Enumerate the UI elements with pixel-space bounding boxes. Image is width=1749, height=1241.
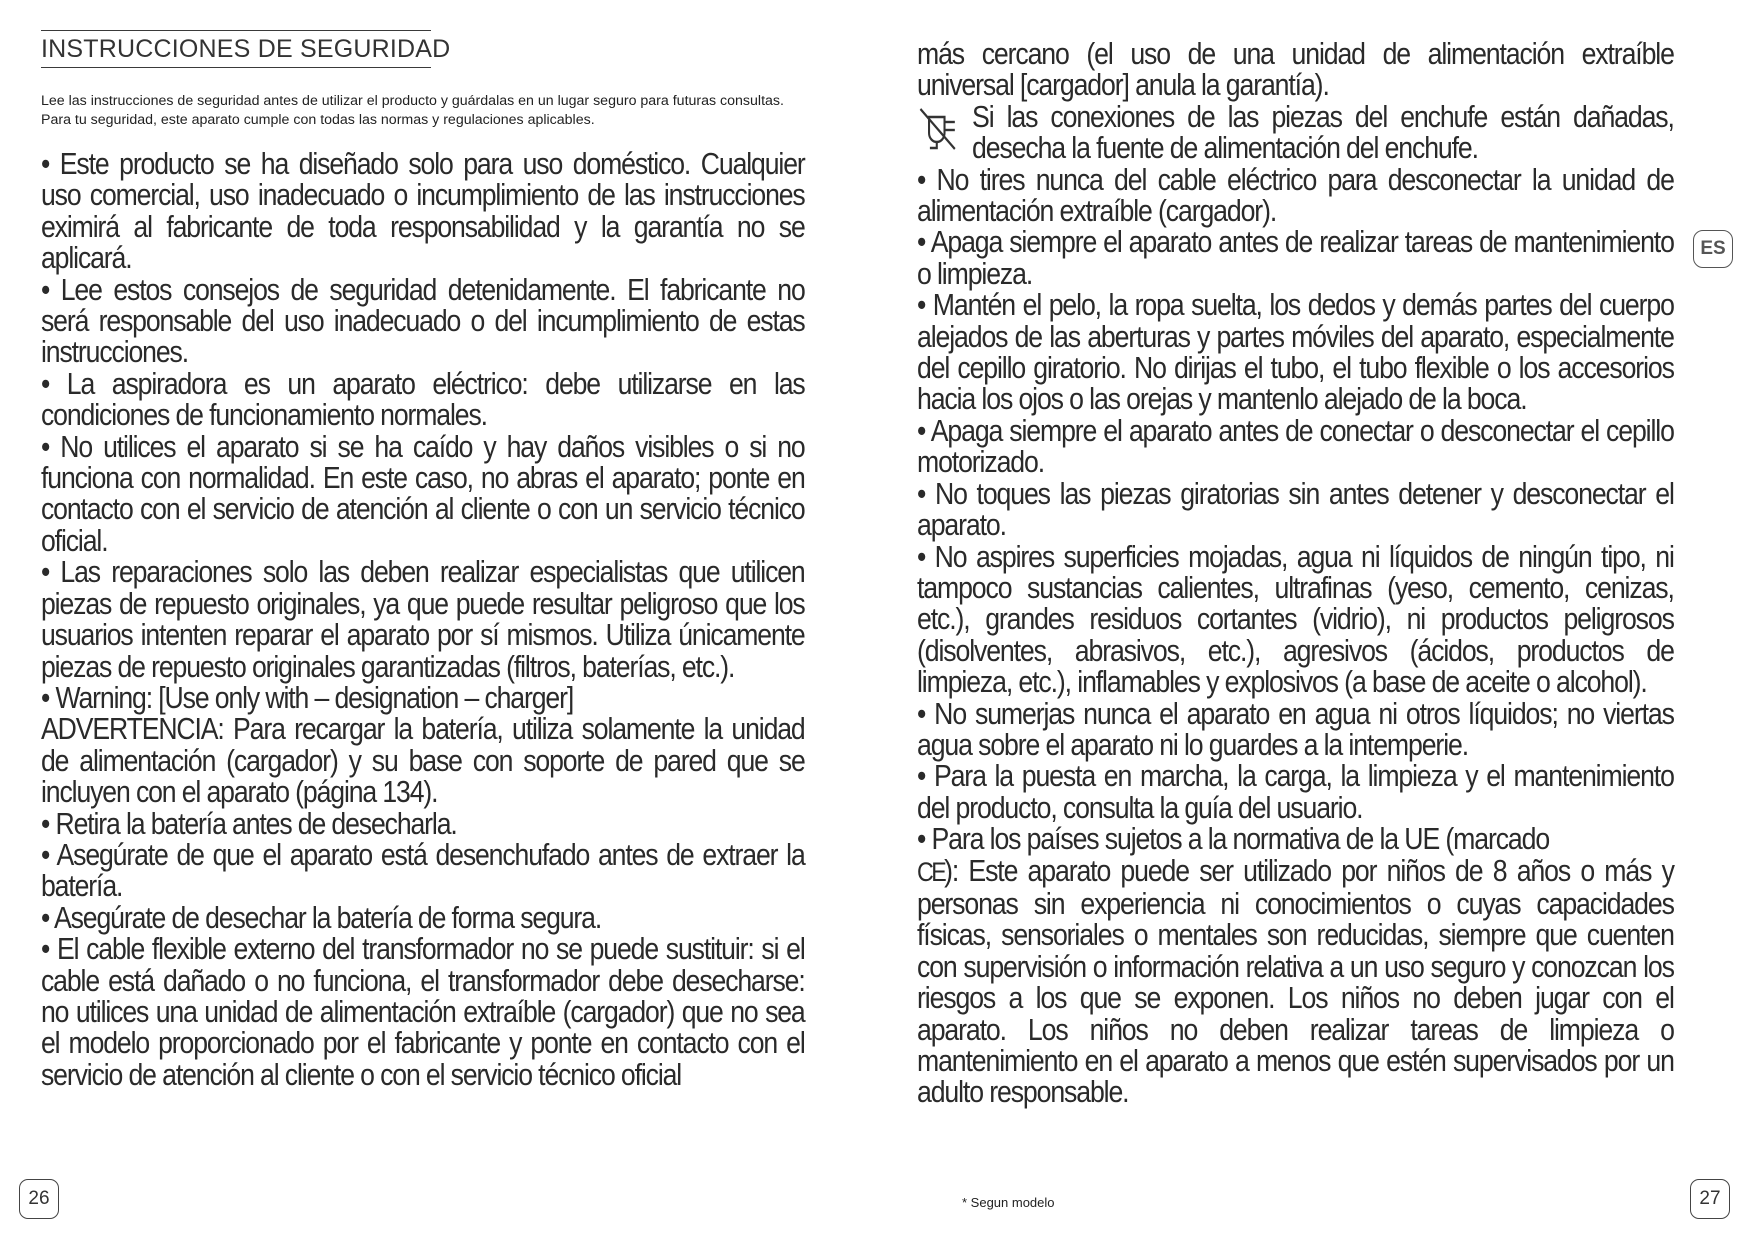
paragraph: más cercano (el uso de una unidad de alimentación extraíble universal [cargador] anula la garantía). bbox=[917, 36, 1674, 103]
left-body bbox=[41, 148, 805, 1090]
eu-paragraph-end: ): Este aparato puede ser utilizado por niños de 8 años o más y personas sin experiencia ni conocimientos o cuyas capacidades físicas, sensoriales o mentales son reducidas, siempre que cuenten con supervisión o información relativa a un uso seguro y conozcan los riesgos a los que se exponen. Los niños no deben jugar con el aparato. Los niños no deben realizar tareas de limpieza o mantenimiento en el aparato a menos que estén supervisados por un adulto responsable. bbox=[917, 852, 1674, 1110]
paragraph: • No tires nunca del cable eléctrico para desconectar la unidad de alimentación extraíble (cargador). bbox=[917, 161, 1674, 229]
paragraph: • El cable flexible externo del transformador no se puede sustituir: si el cable está dañado o no funciona, el transformador debe desecharse: no utilices una unidad de alimentación extraíble (cargador) que no sea el modelo proporcionado por el fabricante y ponte en contacto con el servicio de atención al cliente o con el servicio técnico oficial bbox=[41, 931, 805, 1092]
paragraph: • Mantén el pelo, la ropa suelta, los dedos y demás partes del cuerpo alejados de las aberturas y partes móviles del aparato, especialmente del cepillo giratorio. No dirijas el tubo, el tubo flexible o los accesorios hacia los ojos o las orejas y mantenlo alejado de la boca. bbox=[917, 287, 1674, 417]
page-number: 26 bbox=[19, 1179, 59, 1219]
paragraph: • Asegúrate de que el aparato está desenchufado antes de extraer la batería. bbox=[41, 836, 805, 904]
paragraph: • Las reparaciones solo las deben realizar especialistas que utilicen piezas de repuesto originales, ya que puede resultar peligroso que los usuarios intenten reparar el aparato por sí mismos. Utiliza únicamente piezas de repuesto originales garantizadas (filtros, baterías, etc.). bbox=[41, 554, 805, 684]
language-badge: ES bbox=[1693, 230, 1733, 268]
eu-paragraph bbox=[917, 823, 1674, 1108]
paragraph: • Retira la batería antes de desecharla. bbox=[41, 805, 457, 841]
paragraph: ADVERTENCIA: Para recargar la batería, utiliza solamente la unidad de alimentación (cargador) y su base con soporte de pared que se incluyen con el aparato (página 134). bbox=[41, 711, 805, 810]
unplug-note bbox=[917, 98, 1674, 166]
ce-mark: CE bbox=[917, 856, 945, 887]
paragraph: • Para la puesta en marcha, la carga, la limpieza y el mantenimiento del producto, consulta la guía del usuario. bbox=[917, 758, 1674, 825]
paragraph: • No sumerjas nunca el aparato en agua ni otros líquidos; no viertas agua sobre el aparato ni lo guardes a la intemperie. bbox=[917, 695, 1674, 762]
eu-paragraph-start: • Para los países sujetos a la normativa de la UE (marcado bbox=[917, 821, 1550, 857]
footnote: * Segun modelo bbox=[962, 1195, 1055, 1210]
paragraph: • No aspires superficies mojadas, agua ni líquidos de ningún tipo, ni tampoco sustancias calientes, ultrafinas (yeso, cemento, cenizas, etc.), grandes residuos cortantes (vidrio), ni productos peligrosos (disolventes, abrasivos, etc.), agresivos (ácidos, productos de limpieza, etc.), inflamables y explosivos (a base de aceite o alcohol). bbox=[917, 538, 1674, 700]
unplug-note-text: Si las conexiones de las piezas del enchufe están dañadas, desecha la fuente de alimentación del enchufe. bbox=[972, 98, 1674, 166]
unplug-icon bbox=[917, 105, 960, 153]
paragraph: • No utilices el aparato si se ha caído y hay daños visibles o si no funciona con normalidad. En este caso, no abras el aparato; ponte en contacto con el servicio de atención al cliente o con un servicio técnico oficial. bbox=[41, 428, 805, 558]
right-page bbox=[874, 0, 1749, 1241]
page-number: 27 bbox=[1690, 1179, 1730, 1219]
paragraph: • Asegúrate de desechar la batería de forma segura. bbox=[41, 899, 602, 935]
paragraph: • Warning: [Use only with – designation – charger] bbox=[41, 679, 574, 715]
paragraph: • La aspiradora es un aparato eléctrico: debe utilizarse en las condiciones de funcionamiento normales. bbox=[41, 365, 805, 433]
right-body bbox=[917, 38, 1674, 1108]
paragraph: • No toques las piezas giratorias sin antes detener y desconectar el aparato. bbox=[917, 475, 1674, 543]
intro-text: Lee las instrucciones de seguridad antes de utilizar el producto y guárdalas en un lugar seguro para futuras consultas. Para tu seguridad, este aparato cumple con todas las normas y regulaciones aplicables. bbox=[41, 93, 784, 128]
paragraph: • Lee estos consejos de seguridad detenidamente. El fabricante no será responsable del uso inadecuado o del incumplimiento de estas instrucciones. bbox=[41, 271, 805, 370]
left-page bbox=[0, 0, 874, 1241]
paragraph: • Apaga siempre el aparato antes de conectar o desconectar el cepillo motorizado. bbox=[917, 412, 1674, 480]
section-title: INSTRUCCIONES DE SEGURIDAD bbox=[41, 30, 431, 68]
paragraph: • Este producto se ha diseñado solo para uso doméstico. Cualquier uso comercial, uso inadecuado o incumplimiento de las instrucciones eximirá al fabricante de toda responsabilidad y la garantía no se aplicará. bbox=[41, 146, 805, 276]
paragraph: • Apaga siempre el aparato antes de realizar tareas de mantenimiento o limpieza. bbox=[917, 224, 1674, 291]
